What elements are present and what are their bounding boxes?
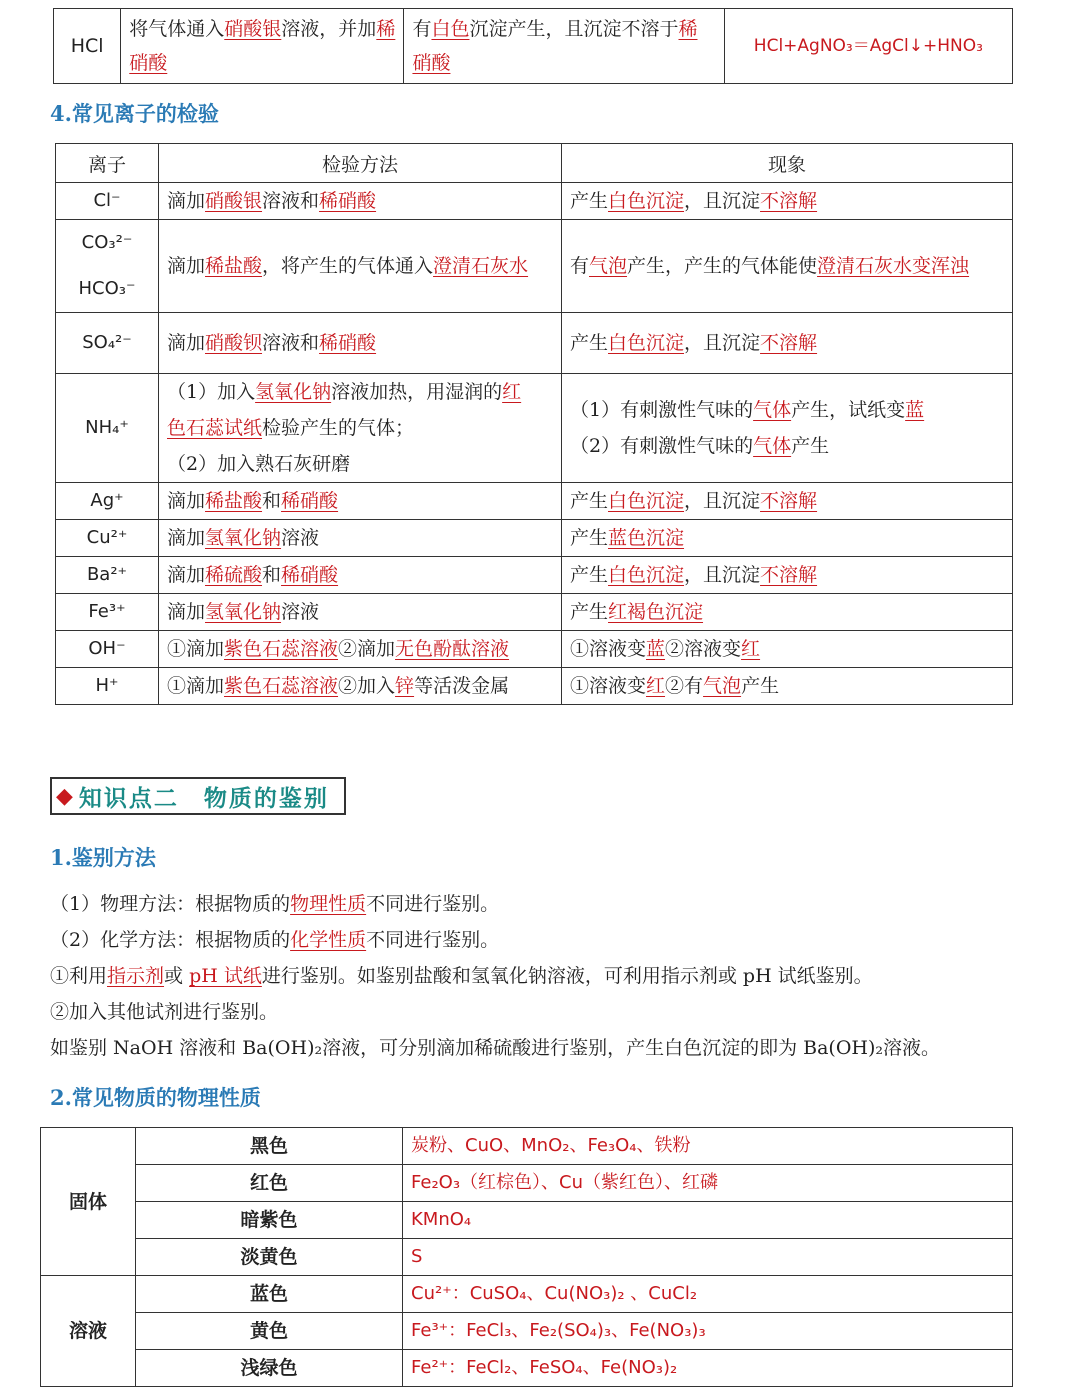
paragraph-reagent: ②加入其他试剂进行鉴别。 xyxy=(50,1001,279,1023)
ion-carbonate: CO₃²⁻ HCO₃⁻ xyxy=(56,220,159,313)
header-phenomenon: 现象 xyxy=(562,144,1013,183)
ion-so4: SO₄²⁻ xyxy=(56,313,159,374)
table-row xyxy=(41,1165,1013,1202)
ion-cu: Cu²⁺ xyxy=(56,520,159,557)
phenomenon-cell: 产生红褐色沉淀 xyxy=(562,594,1013,631)
equation-cell: HCl+AgNO₃＝AgCl↓+HNO₃ xyxy=(724,9,1012,84)
knowledge-point-heading: ◆ 知识点二 物质的鉴别 xyxy=(50,777,346,815)
ion-oh: OH⁻ xyxy=(56,631,159,668)
color-cell: 黄色 xyxy=(136,1313,403,1350)
ion-ag: Ag⁺ xyxy=(56,483,159,520)
table-row xyxy=(56,313,1013,374)
ion-h: H⁺ xyxy=(56,668,159,705)
color-cell: 黑色 xyxy=(136,1128,403,1165)
phenomenon-cell: 产生白色沉淀，且沉淀不溶解 xyxy=(562,313,1013,374)
section-title-methods: 1.鉴别方法 xyxy=(50,845,156,870)
substance-cell: S xyxy=(403,1239,1013,1276)
category-solution: 溶液 xyxy=(41,1276,136,1387)
section-title-properties: 2.常见物质的物理性质 xyxy=(50,1085,261,1110)
phenomenon-cell: 产生白色沉淀，且沉淀不溶解 xyxy=(562,557,1013,594)
phenomenon-cell: ①溶液变红②有气泡产生 xyxy=(562,668,1013,705)
header-method: 检验方法 xyxy=(159,144,562,183)
substance-cell: KMnO₄ xyxy=(403,1202,1013,1239)
phenomenon-cell: 产生蓝色沉淀 xyxy=(562,520,1013,557)
phenomenon-cell: 有白色沉淀产生，且沉淀不溶于稀硝酸 xyxy=(404,9,724,84)
header-ion: 离子 xyxy=(56,144,159,183)
table-row xyxy=(54,9,1013,84)
substance-cell: Cu²⁺：CuSO₄、Cu(NO₃)₂ 、CuCl₂ xyxy=(403,1276,1013,1313)
paragraph-physical: （1）物理方法：根据物质的物理性质不同进行鉴别。 xyxy=(50,893,500,915)
phenomenon-cell: （1）有刺激性气味的气体产生，试纸变蓝 （2）有刺激性气味的气体产生 xyxy=(562,374,1013,483)
ion-test-table xyxy=(55,143,1013,705)
ion-cl: Cl⁻ xyxy=(56,183,159,220)
table-header-row xyxy=(56,144,1013,183)
table-row xyxy=(56,594,1013,631)
substance-cell: Fe²⁺：FeCl₂、FeSO₄、Fe(NO₃)₂ xyxy=(403,1350,1013,1387)
phenomenon-cell: 产生白色沉淀，且沉淀不溶解 xyxy=(562,483,1013,520)
method-cell: 滴加氢氧化钠溶液 xyxy=(159,520,562,557)
table-row xyxy=(41,1350,1013,1387)
category-solid: 固体 xyxy=(41,1128,136,1276)
table-row xyxy=(56,520,1013,557)
table-row xyxy=(41,1202,1013,1239)
method-cell: 滴加稀硫酸和稀硝酸 xyxy=(159,557,562,594)
method-cell: ①滴加紫色石蕊溶液②加入锌等活泼金属 xyxy=(159,668,562,705)
phenomenon-cell: ①溶液变蓝②溶液变红 xyxy=(562,631,1013,668)
table-row xyxy=(56,374,1013,483)
paragraph-chemical: （2）化学方法：根据物质的化学性质不同进行鉴别。 xyxy=(50,929,500,951)
method-cell: ①滴加紫色石蕊溶液②滴加无色酚酞溶液 xyxy=(159,631,562,668)
table-row xyxy=(41,1128,1013,1165)
color-cell: 淡黄色 xyxy=(136,1239,403,1276)
ion-fe: Fe³⁺ xyxy=(56,594,159,631)
phenomenon-cell: 产生白色沉淀，且沉淀不溶解 xyxy=(562,183,1013,220)
table-row xyxy=(56,183,1013,220)
method-cell: 滴加氢氧化钠溶液 xyxy=(159,594,562,631)
table-row xyxy=(56,220,1013,313)
method-cell: 滴加硝酸钡溶液和稀硝酸 xyxy=(159,313,562,374)
ion-ba: Ba²⁺ xyxy=(56,557,159,594)
table-row xyxy=(41,1276,1013,1313)
color-cell: 浅绿色 xyxy=(136,1350,403,1387)
table-row xyxy=(56,483,1013,520)
table-row xyxy=(56,557,1013,594)
method-cell: 滴加稀盐酸，将产生的气体通入澄清石灰水 xyxy=(159,220,562,313)
section-title-ions: 4.常见离子的检验 xyxy=(50,101,219,126)
table-row xyxy=(41,1239,1013,1276)
substance-cell: 炭粉、CuO、MnO₂、Fe₃O₄、铁粉 xyxy=(403,1128,1013,1165)
method-cell: 滴加硝酸银溶液和稀硝酸 xyxy=(159,183,562,220)
method-cell: 将气体通入硝酸银溶液，并加稀硝酸 xyxy=(121,9,404,84)
phenomenon-cell: 有气泡产生，产生的气体能使澄清石灰水变浑浊 xyxy=(562,220,1013,313)
color-cell: 红色 xyxy=(136,1165,403,1202)
paragraph-indicator: ①利用指示剂或 pH 试纸进行鉴别。如鉴别盐酸和氢氧化钠溶液，可利用指示剂或 pH 试纸鉴别。 xyxy=(50,965,873,987)
substance-cell: Fe₂O₃（红棕色）、Cu（紫红色）、红磷 xyxy=(403,1165,1013,1202)
color-cell: 暗紫色 xyxy=(136,1202,403,1239)
method-cell: 滴加稀盐酸和稀硝酸 xyxy=(159,483,562,520)
method-cell: （1）加入氢氧化钠溶液加热，用湿润的红 色石蕊试纸检验产生的气体； （2）加入熟石灰研磨 xyxy=(159,374,562,483)
table-row xyxy=(56,631,1013,668)
color-cell: 蓝色 xyxy=(136,1276,403,1313)
physical-property-table xyxy=(40,1127,1013,1387)
substance-cell: Fe³⁺：FeCl₃、Fe₂(SO₄)₃、Fe(NO₃)₃ xyxy=(403,1313,1013,1350)
table-row xyxy=(41,1313,1013,1350)
ion-nh4: NH₄⁺ xyxy=(56,374,159,483)
paragraph-example: 如鉴别 NaOH 溶液和 Ba(OH)₂溶液，可分别滴加稀硫酸进行鉴别，产生白色沉淀的即为 Ba(OH)₂溶液。 xyxy=(50,1037,941,1059)
table-row xyxy=(56,668,1013,705)
diamond-icon: ◆ xyxy=(56,783,75,809)
hcl-table xyxy=(53,8,1013,84)
substance-cell: HCl xyxy=(54,9,121,84)
